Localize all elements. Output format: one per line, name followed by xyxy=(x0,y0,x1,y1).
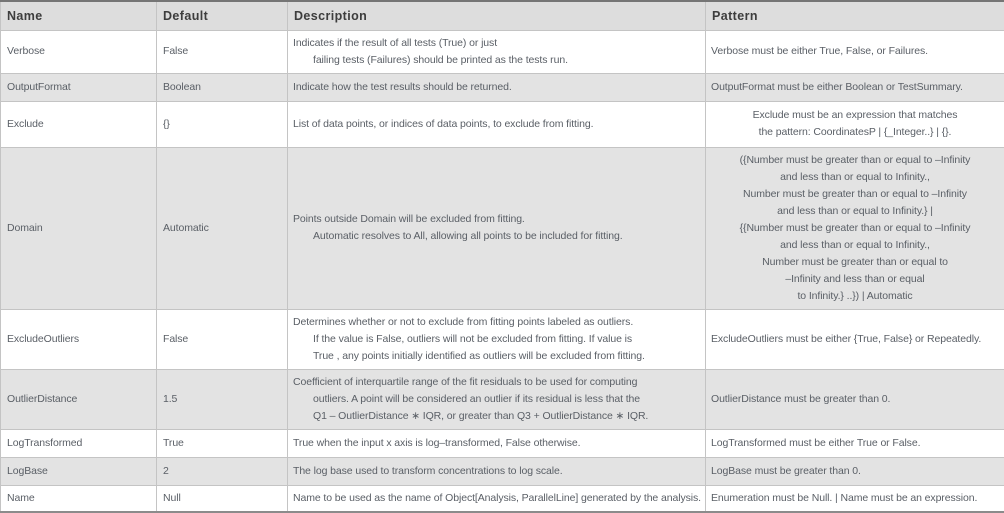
text-line: True xyxy=(162,435,282,452)
cell-name xyxy=(1,101,157,147)
cell-description xyxy=(288,485,706,512)
text-line: Q1 – OutlierDistance ∗ IQR, or greater than Q3 + OutlierDistance ∗ IQR. xyxy=(293,408,700,425)
text-line: Exclude must be an expression that matches xyxy=(711,107,999,124)
cell-pattern xyxy=(706,30,1004,73)
cell-default xyxy=(157,309,288,369)
text-line: Name xyxy=(6,490,151,507)
text-line: False xyxy=(162,331,282,348)
cell-name xyxy=(1,30,157,73)
cell-description xyxy=(288,147,706,309)
text-line: failing tests (Failures) should be printed as the tests run. xyxy=(293,52,700,69)
table-row xyxy=(1,30,1004,73)
table-row xyxy=(1,457,1004,485)
table-row xyxy=(1,309,1004,369)
cell-default xyxy=(157,429,288,457)
text-line: The log base used to transform concentrations to log scale. xyxy=(293,463,700,480)
text-line: Null xyxy=(162,490,282,507)
table-body xyxy=(1,30,1004,512)
text-line: Number must be greater than or equal to –Infinity xyxy=(711,186,999,203)
text-line: and less than or equal to Infinity., xyxy=(711,237,999,254)
text-line: Indicate how the test results should be returned. xyxy=(293,79,700,96)
text-line: List of data points, or indices of data points, to exclude from fitting. xyxy=(293,116,700,133)
text-line: True , any points initially identified as outliers will be excluded from fitting. xyxy=(293,348,700,365)
table-row xyxy=(1,73,1004,101)
text-line: False xyxy=(162,43,282,60)
cell-description xyxy=(288,309,706,369)
cell-name xyxy=(1,309,157,369)
text-line: If the value is False, outliers will not be excluded from fitting. If value is xyxy=(293,331,700,348)
text-line: ({Number must be greater than or equal to –Infinity xyxy=(711,152,999,169)
cell-default xyxy=(157,147,288,309)
cell-pattern xyxy=(706,309,1004,369)
cell-default xyxy=(157,485,288,512)
text-line: LogTransformed xyxy=(6,435,151,452)
table-row xyxy=(1,101,1004,147)
header-row xyxy=(1,1,1004,30)
text-line: Exclude xyxy=(6,116,151,133)
cell-default xyxy=(157,457,288,485)
column-header-default: Default xyxy=(157,1,288,30)
text-line: True when the input x axis is log–transformed, False otherwise. xyxy=(293,435,700,452)
cell-name xyxy=(1,73,157,101)
text-line: {{Number must be greater than or equal to –Infinity xyxy=(711,220,999,237)
cell-description xyxy=(288,101,706,147)
cell-default xyxy=(157,101,288,147)
text-line: OutputFormat xyxy=(6,79,151,96)
text-line: Automatic xyxy=(162,220,282,237)
text-line: Indicates if the result of all tests (True) or just xyxy=(293,35,700,52)
cell-description xyxy=(288,369,706,429)
text-line: 1.5 xyxy=(162,391,282,408)
cell-pattern xyxy=(706,147,1004,309)
text-line: Determines whether or not to exclude from fitting points labeled as outliers. xyxy=(293,314,700,331)
text-line: Boolean xyxy=(162,79,282,96)
text-line: and less than or equal to Infinity., xyxy=(711,169,999,186)
text-line: the pattern: CoordinatesP | {_Integer..} | {}. xyxy=(711,124,999,141)
cell-name xyxy=(1,429,157,457)
text-line: {} xyxy=(162,116,282,133)
cell-pattern xyxy=(706,429,1004,457)
column-header-description: Description xyxy=(288,1,706,30)
text-line: ExcludeOutliers must be either {True, False} or Repeatedly. xyxy=(711,331,999,348)
text-line: Automatic resolves to All, allowing all points to be included for fitting. xyxy=(293,228,700,245)
cell-pattern xyxy=(706,485,1004,512)
cell-name xyxy=(1,369,157,429)
text-line: OutputFormat must be either Boolean or TestSummary. xyxy=(711,79,999,96)
text-line: LogBase must be greater than 0. xyxy=(711,463,999,480)
text-line: outliers. A point will be considered an outlier if its residual is less that the xyxy=(293,391,700,408)
cell-pattern xyxy=(706,101,1004,147)
cell-description xyxy=(288,429,706,457)
text-line: –Infinity and less than or equal xyxy=(711,271,999,288)
text-line: LogTransformed must be either True or False. xyxy=(711,435,999,452)
table-row xyxy=(1,147,1004,309)
table-row xyxy=(1,369,1004,429)
text-line: OutlierDistance must be greater than 0. xyxy=(711,391,999,408)
text-line: Verbose must be either True, False, or Failures. xyxy=(711,43,999,60)
text-line: Verbose xyxy=(6,43,151,60)
text-line: LogBase xyxy=(6,463,151,480)
text-line: Domain xyxy=(6,220,151,237)
text-line: and less than or equal to Infinity.} | xyxy=(711,203,999,220)
cell-pattern xyxy=(706,369,1004,429)
text-line: Enumeration must be Null. | Name must be an expression. xyxy=(711,490,999,507)
cell-name xyxy=(1,457,157,485)
table-row xyxy=(1,429,1004,457)
text-line: Coefficient of interquartile range of the fit residuals to be used for computing xyxy=(293,374,700,391)
cell-description xyxy=(288,457,706,485)
text-line: Number must be greater than or equal to xyxy=(711,254,999,271)
cell-default xyxy=(157,369,288,429)
text-line: Name to be used as the name of Object[Analysis, ParallelLine] generated by the analysis. xyxy=(293,490,700,507)
cell-pattern xyxy=(706,73,1004,101)
column-header-name: Name xyxy=(1,1,157,30)
cell-description xyxy=(288,73,706,101)
column-header-pattern: Pattern xyxy=(706,1,1004,30)
text-line: 2 xyxy=(162,463,282,480)
cell-default xyxy=(157,30,288,73)
text-line: Points outside Domain will be excluded from fitting. xyxy=(293,211,700,228)
cell-pattern xyxy=(706,457,1004,485)
cell-name xyxy=(1,485,157,512)
text-line: ExcludeOutliers xyxy=(6,331,151,348)
cell-default xyxy=(157,73,288,101)
text-line: to Infinity.} ..}) | Automatic xyxy=(711,288,999,305)
text-line: OutlierDistance xyxy=(6,391,151,408)
cell-name xyxy=(1,147,157,309)
cell-description xyxy=(288,30,706,73)
table-row xyxy=(1,485,1004,512)
